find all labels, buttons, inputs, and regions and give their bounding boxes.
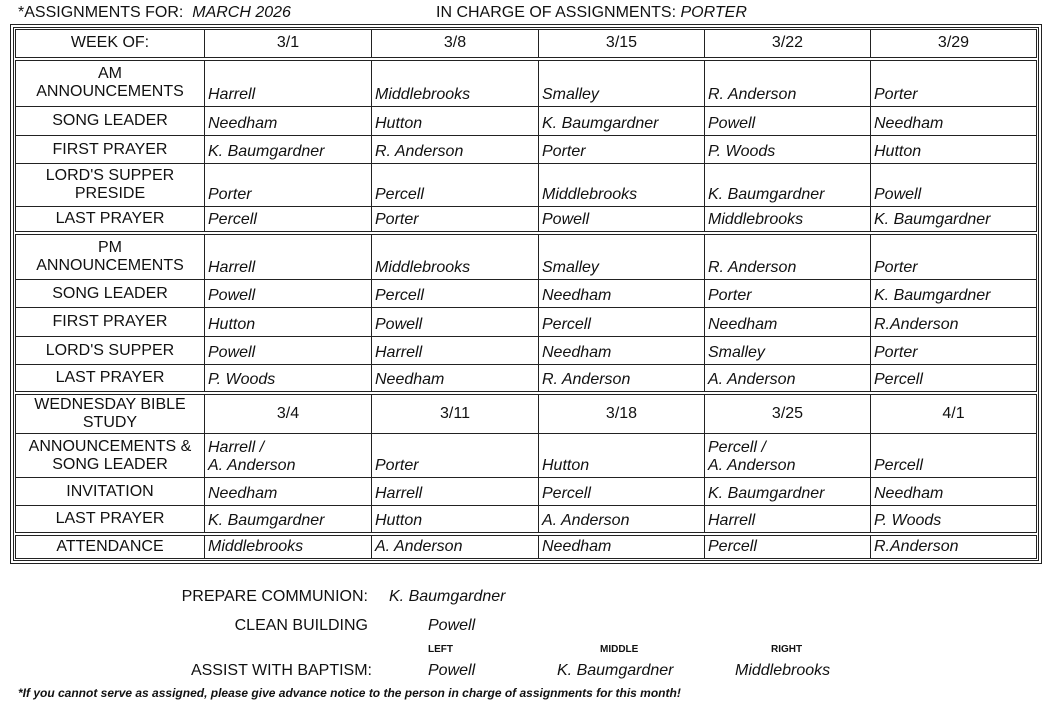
assignee-cell: Smalley [705,337,871,365]
baptism-middle-value: K. Baumgardner [557,662,674,679]
assignee-cell: R. Anderson [705,233,871,280]
week-date: 3/18 [539,393,705,434]
duty-label [16,107,205,136]
duty-label-line: ANNOUNCEMENTS & [28,437,192,455]
assignee-cell: Middlebrooks [539,164,705,207]
duty-label-line: LAST PRAYER [55,509,165,527]
assignee-line: Percell [874,457,923,474]
assignment-row [16,59,1037,107]
assignee-cell [372,434,539,478]
duty-label-line: SONG LEADER [52,455,168,473]
assignee-cell: Hutton [871,136,1037,164]
week-date: 4/1 [871,393,1037,434]
duty-label [16,280,205,308]
duty-label [16,478,205,506]
assignee-line: Harrell / [208,439,265,456]
assignee-cell: Powell [205,280,372,308]
assignee-cell: A. Anderson [705,365,871,393]
in-charge-heading [436,4,747,22]
duty-label-line: INVITATION [66,482,154,500]
duty-label-line: STUDY [82,413,138,431]
assignee-cell [705,434,871,478]
assignee-cell: R. Anderson [705,59,871,107]
duty-label-line: LAST PRAYER [55,368,165,386]
duty-label-line: AM [98,65,122,83]
assignee-cell: Porter [205,164,372,207]
assignment-row [16,207,1037,233]
assignments-label: *ASSIGNMENTS FOR: [18,4,184,21]
assignee-cell: Needham [539,280,705,308]
assignee-cell: Hutton [205,308,372,337]
duty-label [16,534,205,559]
assignee-cell: Percell [205,207,372,233]
assignee-cell: Porter [539,136,705,164]
week-date: 3/25 [705,393,871,434]
assignment-row [16,233,1037,280]
advance-notice-note: *If you cannot serve as assigned, please give advance notice to the person in charge of assignments for this month! [18,686,681,700]
assignee-cell: Needham [539,337,705,365]
prepare-communion-value: K. Baumgardner [389,588,506,605]
week-date: 3/1 [205,30,372,59]
assignee-cell: Smalley [539,59,705,107]
duty-label-line: ANNOUNCEMENTS [36,256,184,274]
assignee-cell: A. Anderson [372,534,539,559]
assignee-cell: K. Baumgardner [539,107,705,136]
baptism-right-value: Middlebrooks [735,662,831,679]
duty-label-line: SONG LEADER [52,284,168,302]
assignee-cell: Powell [205,337,372,365]
assignee-cell: Hutton [372,107,539,136]
duty-label-line: FIRST PRAYER [52,313,168,330]
duty-label [16,233,205,280]
assignee-cell: Harrell [705,506,871,534]
assignee-cell: P. Woods [871,506,1037,534]
assignee-cell: Porter [871,337,1037,365]
assignment-row [16,308,1037,337]
clean-building-label: CLEAN BUILDING [234,617,368,634]
week-date: 3/29 [871,30,1037,59]
assignee-cell: Needham [372,365,539,393]
month-value: MARCH 2026 [192,4,291,21]
assignee-cell: Percell [871,365,1037,393]
assignment-row [16,478,1037,506]
assignment-row [16,280,1037,308]
assignee-cell: R.Anderson [871,308,1037,337]
assignment-row [16,393,1037,434]
assignee-cell: Powell [871,164,1037,207]
assignee-cell: Powell [539,207,705,233]
week-date: 3/4 [205,393,372,434]
assignee-cell: Needham [205,107,372,136]
assignee-cell: Hutton [372,506,539,534]
assignee-line: Porter [375,457,419,474]
assignee-line: Percell / [708,439,766,456]
assignee-cell: Middlebrooks [205,534,372,559]
assignee-cell [871,434,1037,478]
assignee-cell: P. Woods [205,365,372,393]
week-date: 3/15 [539,30,705,59]
assignment-row [16,506,1037,534]
assignee-line: A. Anderson [208,457,296,474]
clean-building-value: Powell [428,617,476,634]
duty-label-line: FIRST PRAYER [52,140,168,158]
assignment-row [16,365,1037,393]
assignee-cell: Needham [871,107,1037,136]
assignee-cell: Needham [705,308,871,337]
assignee-cell: Percell [539,308,705,337]
prepare-communion-label: PREPARE COMMUNION: [181,588,368,605]
assignee-cell: Middlebrooks [705,207,871,233]
assignee-cell: Porter [705,280,871,308]
position-middle-label: MIDDLE [600,644,639,655]
duty-label [16,506,205,534]
baptism-left-value: Powell [428,662,476,679]
duty-label [16,434,205,478]
week-of-label: WEEK OF: [16,30,205,59]
duty-label-line: LORD'S SUPPER [45,341,175,359]
assignment-row [16,534,1037,559]
assignee-cell: Needham [539,534,705,559]
assignee-cell: Powell [372,308,539,337]
assignee-cell [205,434,372,478]
in-charge-label: IN CHARGE OF ASSIGNMENTS: [436,4,677,21]
assignee-cell: K. Baumgardner [871,280,1037,308]
duty-label-line: LORD'S SUPPER [45,167,175,184]
duty-label-line: SONG LEADER [52,112,168,129]
baptism-label: ASSIST WITH BAPTISM: [190,662,372,679]
assignee-line: Hutton [542,457,590,474]
duty-label-line: ATTENDANCE [56,537,164,555]
assignment-row [16,107,1037,136]
duty-label-line: PRESIDE [74,185,146,202]
assignments-table-frame [10,24,1042,564]
duty-label-line: ANNOUNCEMENTS [36,83,184,101]
week-date: 3/8 [372,30,539,59]
assignee-cell: Porter [871,233,1037,280]
assignee-cell: K. Baumgardner [205,506,372,534]
assignee-cell: Percell [372,280,539,308]
duty-label [16,207,205,233]
assignee-cell: Needham [871,478,1037,506]
assignee-cell: K. Baumgardner [705,164,871,207]
week-date: 3/22 [705,30,871,59]
assignments-table [15,29,1037,559]
duty-label [16,308,205,337]
week-date: 3/11 [372,393,539,434]
duty-label [16,365,205,393]
assignee-cell: Harrell [205,233,372,280]
duty-label-line: LAST PRAYER [55,209,165,227]
assignee-cell: P. Woods [705,136,871,164]
duty-label [16,164,205,207]
assignee-cell: Harrell [372,337,539,365]
duty-label-line: WEDNESDAY BIBLE [34,395,186,413]
assignee-cell: Needham [205,478,372,506]
duty-label-line: PM [98,238,122,256]
assignee-cell: Harrell [205,59,372,107]
assignee-line: A. Anderson [708,457,796,474]
assignee-cell: K. Baumgardner [871,207,1037,233]
assignee-cell: Percell [372,164,539,207]
assignee-cell: K. Baumgardner [705,478,871,506]
assignment-row [16,434,1037,478]
assignee-cell: Smalley [539,233,705,280]
assignee-cell: R. Anderson [372,136,539,164]
duty-label [16,59,205,107]
position-right-label: RIGHT [771,644,803,655]
assignee-cell: Powell [705,107,871,136]
duty-label [16,136,205,164]
position-left-label: LEFT [428,644,453,655]
week-header-row [16,30,1037,59]
assignee-cell: R.Anderson [871,534,1037,559]
assignee-cell: Porter [372,207,539,233]
assignee-cell: Middlebrooks [372,59,539,107]
duty-label [16,393,205,434]
assignee-cell: A. Anderson [539,506,705,534]
duty-label [16,337,205,365]
assignment-row [16,337,1037,365]
assignee-cell: Harrell [372,478,539,506]
assignee-cell [539,434,705,478]
assignee-cell: Percell [705,534,871,559]
assignments-heading [18,4,291,22]
assignee-cell: K. Baumgardner [205,136,372,164]
assignee-cell: R. Anderson [539,365,705,393]
assignment-row [16,164,1037,207]
assignment-row [16,136,1037,164]
assignee-cell: Middlebrooks [372,233,539,280]
assignee-cell: Porter [871,59,1037,107]
in-charge-value: PORTER [680,4,747,21]
assignee-cell: Percell [539,478,705,506]
